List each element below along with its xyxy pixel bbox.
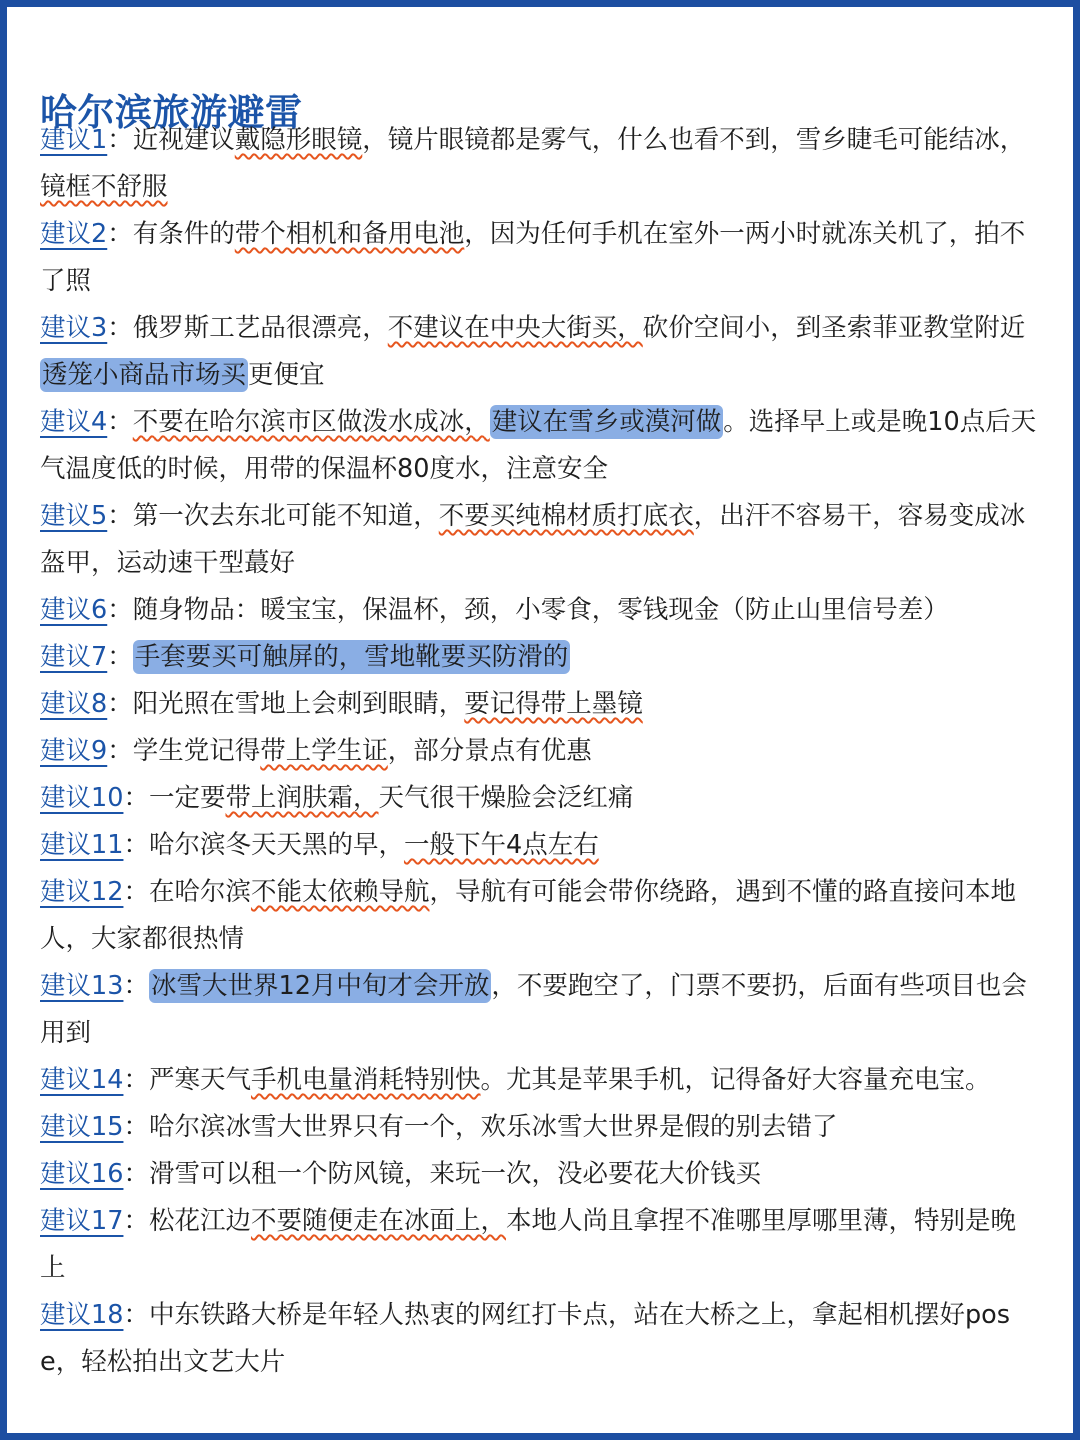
tip-wavy-underline-text: 不要随便走在冰面上， (250, 1206, 506, 1236)
tip-text: ，镜片眼镜都是雾气，什么也看不到，雪乡睫毛可能结冰， (362, 125, 1026, 155)
tip-separator: ： (123, 1159, 149, 1189)
tip-text: ，出汗不容易干，容易变成冰盔甲，运动速干型蕞好 (40, 501, 1026, 578)
tip-item (40, 869, 1040, 963)
tip-label: 建议12 (40, 877, 124, 907)
tip-item (40, 399, 1040, 493)
tip-separator: ： (123, 1112, 149, 1142)
tip-separator: ： (123, 830, 149, 860)
tip-wavy-underline-text: 带上润肤霜， (225, 783, 379, 813)
tip-label: 建议15 (40, 1112, 124, 1142)
tip-wavy-underline-text: 戴隐形眼镜 (234, 125, 363, 155)
tip-label: 建议13 (40, 971, 124, 1001)
tip-separator: ： (107, 736, 133, 766)
tip-text: 学生党记得 (132, 736, 261, 766)
tip-text: ，导航有可能会带你绕路，遇到不懂的路直接问本地人，大家都很热情 (40, 877, 1017, 954)
tip-wavy-underline-text: 不要买纯棉材质打底衣 (438, 501, 694, 531)
tip-item (40, 211, 1040, 305)
tip-wavy-underline-text: 一般下午4点左右 (403, 830, 599, 860)
tip-item (40, 822, 1040, 869)
tip-wavy-underline-text: 手机电量消耗特别快 (250, 1065, 481, 1095)
tip-text: 哈尔滨冰雪大世界只有一个，欢乐冰雪大世界是假的别去错了 (148, 1112, 838, 1142)
tip-separator: ： (123, 1300, 149, 1330)
tip-item (40, 493, 1040, 587)
tip-highlight-text: 建议在雪乡或漠河做 (491, 407, 722, 437)
tip-text: 第一次去东北可能不知道， (132, 501, 439, 531)
tip-text: 中东铁路大桥是年轻人热衷的网红打卡点，站在大桥之上，拿起相机摆好pose，轻松拍出文艺大片 (40, 1300, 1011, 1377)
tip-separator: ： (123, 1206, 149, 1236)
tip-text: 更便宜 (248, 360, 325, 390)
tip-text: 。选择早上或是晚10点后天气温度低的时候，用带的保温杯80度水，注意安全 (40, 407, 1037, 484)
tip-item (40, 587, 1040, 634)
tip-label: 建议16 (40, 1159, 124, 1189)
tip-item (40, 634, 1040, 681)
tip-text: 。尤其是苹果手机，记得备好大容量充电宝。 (480, 1065, 991, 1095)
tip-item (40, 305, 1040, 399)
tip-separator: ： (107, 642, 133, 672)
tip-text: 阳光照在雪地上会刺到眼睛， (132, 689, 465, 719)
tip-separator: ： (123, 783, 149, 813)
tip-item (40, 963, 1040, 1057)
tip-item (40, 728, 1040, 775)
tip-item (40, 1292, 1040, 1386)
tip-wavy-underline-text: 带上学生证 (260, 736, 388, 766)
tip-separator: ： (107, 125, 133, 155)
tip-wavy-underline-text: 要记得带上墨镜 (464, 689, 643, 719)
tip-wavy-underline-text: 不能太依赖导航 (250, 877, 430, 907)
tip-text: 松花江边 (148, 1206, 251, 1236)
tip-text: ，因为任何手机在室外一两小时就冻关机了，拍不了照 (40, 219, 1026, 296)
tip-label: 建议5 (40, 501, 108, 531)
tip-label: 建议10 (40, 783, 124, 813)
tip-separator: ： (107, 595, 133, 625)
tip-text: 滑雪可以租一个防风镜，来玩一次，没必要花大价钱买 (148, 1159, 761, 1189)
tip-label: 建议18 (40, 1300, 124, 1330)
tip-separator: ： (123, 1065, 149, 1095)
tip-label: 建议17 (40, 1206, 124, 1236)
tips-list (40, 117, 1040, 1386)
tip-text: 随身物品：暖宝宝，保温杯，颈，小零食，零钱现金（防止山里信号差） (132, 595, 949, 625)
tip-text: 一定要 (148, 783, 226, 813)
tip-text: 严寒天气 (148, 1065, 251, 1095)
tip-text: 俄罗斯工艺品很漂亮， (132, 313, 388, 343)
tip-item (40, 1104, 1040, 1151)
tip-label: 建议8 (40, 689, 108, 719)
tip-text: 近视建议 (132, 125, 235, 155)
page-title: 哈尔滨旅游避雷 (40, 90, 303, 134)
tip-text: 本地人尚且拿捏不准哪里厚哪里薄，特别是晚上 (40, 1206, 1017, 1283)
tip-label: 建议1 (40, 125, 108, 155)
tip-item (40, 1198, 1040, 1292)
tip-separator: ： (107, 501, 133, 531)
tip-label: 建议6 (40, 595, 108, 625)
tip-label: 建议2 (40, 219, 108, 249)
tip-label: 建议9 (40, 736, 108, 766)
tip-text: 在哈尔滨 (148, 877, 251, 907)
tip-wavy-underline-text: 不建议在中央大街买， (387, 313, 643, 343)
tip-item (40, 1151, 1040, 1198)
tip-separator: ： (107, 689, 133, 719)
tip-label: 建议3 (40, 313, 108, 343)
tip-label: 建议14 (40, 1065, 124, 1095)
tip-item (40, 1057, 1040, 1104)
tip-item (40, 117, 1040, 211)
tip-separator: ： (107, 407, 133, 437)
tip-wavy-underline-text: 带个相机和备用电池 (234, 219, 465, 249)
tip-text: ，不要跑空了，门票不要扔，后面有些项目也会用到 (40, 971, 1027, 1048)
tip-separator: ： (107, 219, 133, 249)
tip-label: 建议4 (40, 407, 108, 437)
tip-highlight-text: 冰雪大世界12月中旬才会开放 (150, 971, 490, 1001)
tip-highlight-text: 透笼小商品市场买 (42, 360, 247, 390)
tip-wavy-underline-text: 不要在哈尔滨市区做泼水成冰， (132, 407, 490, 437)
tip-text: 天气很干燥脸会泛红痛 (378, 783, 634, 813)
tip-label: 建议7 (40, 642, 108, 672)
tip-separator: ： (107, 313, 133, 343)
tip-separator: ： (123, 877, 149, 907)
tip-separator: ： (123, 971, 149, 1001)
tip-text: 砍价空间小，到圣索菲亚教堂附近 (642, 313, 1026, 343)
tip-item (40, 775, 1040, 822)
tip-label: 建议11 (40, 830, 124, 860)
tip-text: 有条件的 (132, 219, 235, 249)
tip-wavy-underline-text: 镜框不舒服 (40, 172, 168, 202)
tip-highlight-text: 手套要买可触屏的，雪地靴要买防滑的 (134, 642, 569, 672)
tip-text: ，部分景点有优惠 (387, 736, 592, 766)
tip-text: 哈尔滨冬天天黑的早， (148, 830, 404, 860)
tip-item (40, 681, 1040, 728)
